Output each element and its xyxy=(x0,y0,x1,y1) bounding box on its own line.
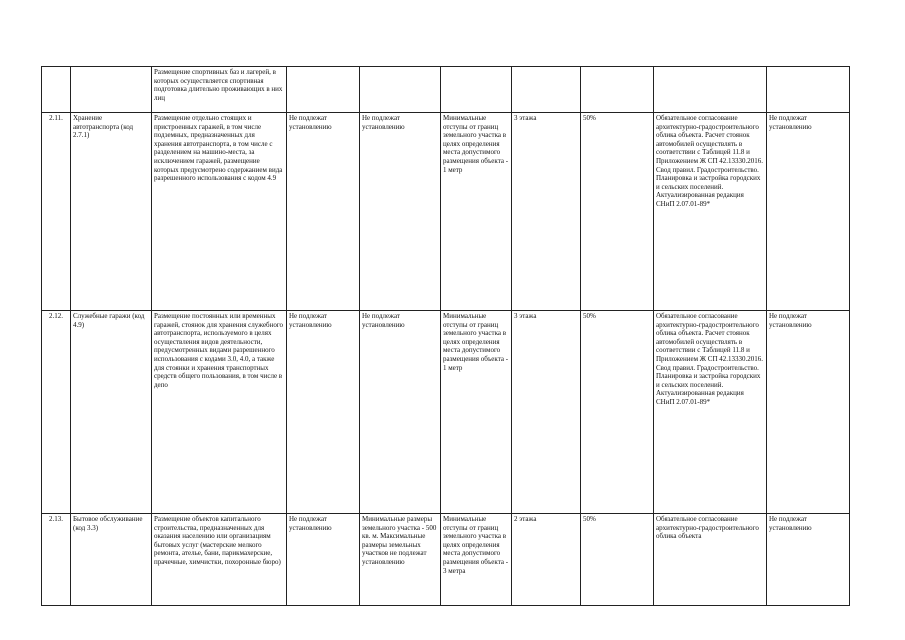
max-floors: 3 этажа xyxy=(512,311,581,514)
restrictions: Не подлежат установлению xyxy=(767,514,850,606)
land-plot-size: Не подлежат установлению xyxy=(287,311,360,514)
land-plot-size-limits: Не подлежат установлению xyxy=(360,311,441,514)
max-coverage xyxy=(581,67,654,113)
table-row xyxy=(42,311,850,514)
building-setbacks: Минимальные отступы от границ земельного участка в целях определения места допустимого размещения объекта - 1 метр xyxy=(441,311,512,514)
max-coverage: 50% xyxy=(581,311,654,514)
restrictions: Не подлежат установлению xyxy=(767,311,850,514)
row-number xyxy=(42,67,71,113)
use-type-name: Служебные гаражи (код 4.9) xyxy=(71,311,152,514)
use-description: Размещение постоянных или временных гаражей, стоянок для хранения служебного автотранспорта, используемого в целях осуществления видов деятельности, предусмотренных видами разрешенного использования с кодами 3.0, 4.0, а также для стоянки и хранения транспортных средств общего пользования, в том числе в депо xyxy=(152,311,287,514)
additional-conditions: Обязательное согласование архитектурно-градостроительного облика объекта. Расчет стоянок автомобилей осуществлять в соответствии с Таблицей 11.8 и Приложением Ж СП 42.13330.2016. Свод правил. Градостроительство. Планировка и застройка городских и сельских поселений. Актуализированная редакция СНиП 2.07.01-89* xyxy=(654,311,767,514)
building-setbacks: Минимальные отступы от границ земельного участка в целях определения места допустимого размещения объекта - 3 метра xyxy=(441,514,512,606)
use-description: Размещение спортивных баз и лагерей, в которых осуществляется спортивная подготовка длительно проживающих в них лиц xyxy=(152,67,287,113)
row-number: 2.11. xyxy=(42,113,71,311)
additional-conditions xyxy=(654,67,767,113)
land-plot-size-limits xyxy=(360,67,441,113)
row-number: 2.13. xyxy=(42,514,71,606)
table-row xyxy=(42,67,850,113)
use-description: Размещение отдельно стоящих и пристроенных гаражей, в том числе подземных, предназначенных для хранения автотранспорта, в том числе с разделением на машино-места, за исключением гаражей, размещение которых предусмотрено содержанием вида разрешенного использования с кодом 4.9 xyxy=(152,113,287,311)
land-plot-size: Не подлежат установлению xyxy=(287,113,360,311)
max-floors: 3 этажа xyxy=(512,113,581,311)
use-description: Размещение объектов капитального строительства, предназначенных для оказания населению или организациям бытовых услуг (мастерские мелкого ремонта, ателье, бани, парикмахерские, прачечные, химчистки, похоронные бюро) xyxy=(152,514,287,606)
row-number: 2.12. xyxy=(42,311,71,514)
land-plot-size xyxy=(287,67,360,113)
additional-conditions: Обязательное согласование архитектурно-градостроительного облика объекта. Расчет стоянок автомобилей осуществлять в соответствии с Таблицей 11.8 и Приложением Ж СП 42.13330.2016. Свод правил. Градостроительство. Планировка и застройка городских и сельских поселений. Актуализированная редакция СНиП 2.07.01-89* xyxy=(654,113,767,311)
restrictions xyxy=(767,67,850,113)
max-coverage: 50% xyxy=(581,113,654,311)
land-plot-size: Не подлежат установлению xyxy=(287,514,360,606)
max-floors xyxy=(512,67,581,113)
land-plot-size-limits: Не подлежат установлению xyxy=(360,113,441,311)
max-floors: 2 этажа xyxy=(512,514,581,606)
building-setbacks: Минимальные отступы от границ земельного участка в целях определения места допустимого размещения объекта - 1 метр xyxy=(441,113,512,311)
land-plot-size-limits: Минимальные размеры земельного участка - 500 кв. м. Максимальные размеры земельных участков не подлежат установлению xyxy=(360,514,441,606)
use-type-name: Бытовое обслуживание (код 3.3) xyxy=(71,514,152,606)
use-type-name xyxy=(71,67,152,113)
building-setbacks xyxy=(441,67,512,113)
table-row xyxy=(42,113,850,311)
land-use-regulations-table xyxy=(41,66,850,606)
restrictions: Не подлежат установлению xyxy=(767,113,850,311)
additional-conditions: Обязательное согласование архитектурно-градостроительного облика объекта xyxy=(654,514,767,606)
use-type-name: Хранение автотранспорта (код 2.7.1) xyxy=(71,113,152,311)
table-row xyxy=(42,514,850,606)
max-coverage: 50% xyxy=(581,514,654,606)
